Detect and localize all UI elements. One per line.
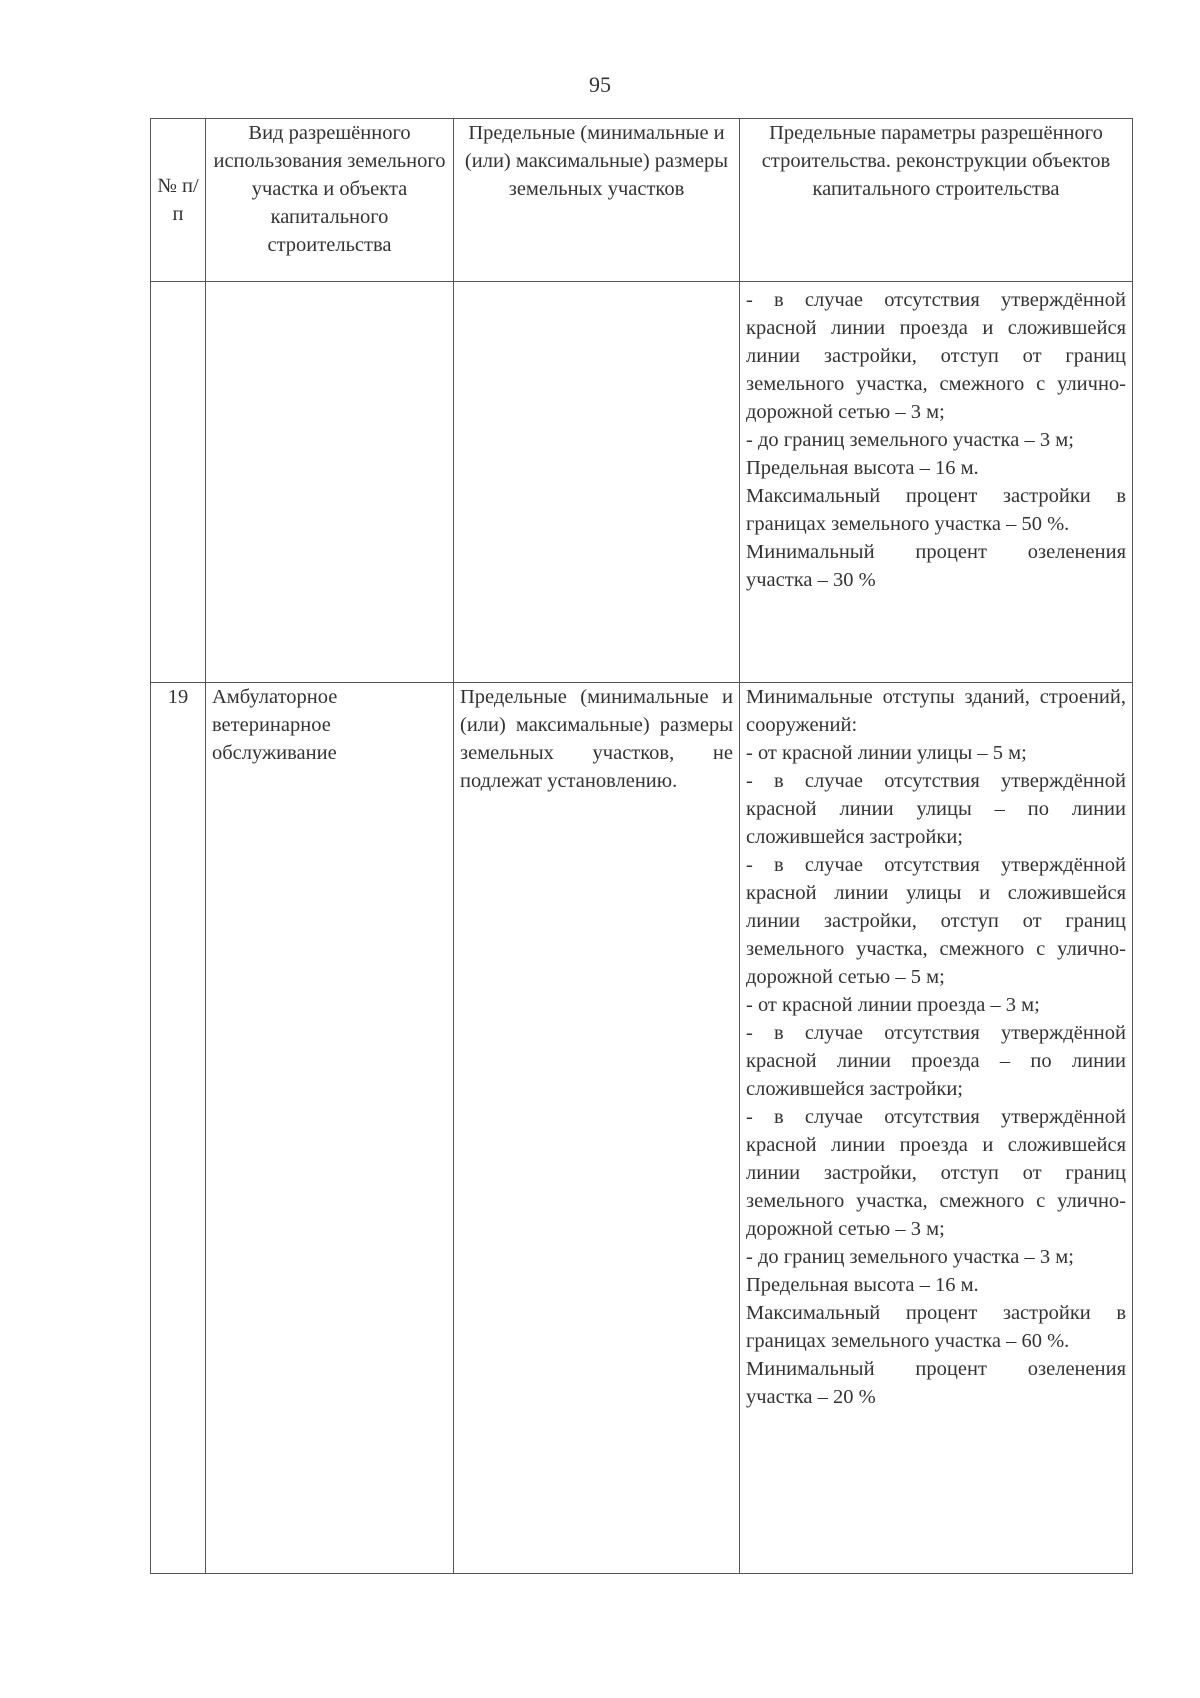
cell-use-type	[206, 683, 454, 1574]
table-row-19	[151, 683, 1133, 1574]
regulations-table	[150, 118, 1133, 1574]
param-line: Предельная высота – 16 м.	[746, 457, 979, 479]
table-row-continuation	[151, 282, 1133, 683]
cell-plot-sizes	[454, 282, 740, 683]
param-line: - в случае отсутствия утверждённой красной линии улицы – по линии сложившейся застройки;	[746, 770, 1126, 848]
param-line: - до границ земельного участка – 3 м;	[746, 1246, 1074, 1268]
cell-number: 19	[151, 683, 206, 1574]
page-number: 95	[589, 72, 611, 97]
param-line: - в случае отсутствия утверждённой красной линии проезда и сложившейся линии застройки, отступ от границ земельного участка, смежного с улично-дорожной сетью – 3 м;	[746, 1106, 1126, 1240]
param-line: Предельная высота – 16 м.	[746, 1274, 979, 1296]
header-use-type: Вид разрешённого использования земельного участка и объекта капитального строительства	[206, 119, 454, 282]
header-plot-sizes: Предельные (минимальные и (или) максимальные) размеры земельных участков	[454, 119, 740, 282]
plot-sizes-text: Предельные (минимальные и (или) максимальные) размеры земельных участков, не подлежат установлению.	[460, 686, 733, 792]
cell-build-params	[740, 683, 1133, 1574]
param-line: - в случае отсутствия утверждённой красной линии проезда и сложившейся линии застройки, отступ от границ земельного участка, смежного с улично-дорожной сетью – 3 м;	[746, 289, 1126, 423]
param-line: Максимальный процент застройки в границах земельного участка – 60 %.	[746, 1302, 1126, 1352]
param-line: Минимальный процент озеленения участка – 30 %	[746, 541, 1126, 591]
cell-plot-sizes	[454, 683, 740, 1574]
cell-use-type	[206, 282, 454, 683]
param-line: Максимальный процент застройки в границах земельного участка – 50 %.	[746, 485, 1126, 535]
header-build-params: Предельные параметры разрешённого строительства. реконструкции объектов капитального строительства	[740, 119, 1133, 282]
param-line: Минимальные отступы зданий, строений, сооружений:	[746, 686, 1126, 736]
cell-number	[151, 282, 206, 683]
param-line: - от красной линии улицы – 5 м;	[746, 742, 1027, 764]
param-line: - в случае отсутствия утверждённой красной линии проезда – по линии сложившейся застройки;	[746, 1022, 1126, 1100]
param-line: - в случае отсутствия утверждённой красной линии улицы и сложившейся линии застройки, отступ от границ земельного участка, смежного с улично-дорожной сетью – 5 м;	[746, 854, 1126, 988]
table-header-row	[151, 119, 1133, 282]
header-number: № п/п	[151, 119, 206, 282]
use-type-text: Амбулаторное ветеринарное обслуживание	[212, 686, 338, 764]
param-line: Минимальный процент озеленения участка – 20 %	[746, 1358, 1126, 1408]
param-line: - от красной линии проезда – 3 м;	[746, 994, 1040, 1016]
cell-build-params	[740, 282, 1133, 683]
param-line: - до границ земельного участка – 3 м;	[746, 429, 1074, 451]
